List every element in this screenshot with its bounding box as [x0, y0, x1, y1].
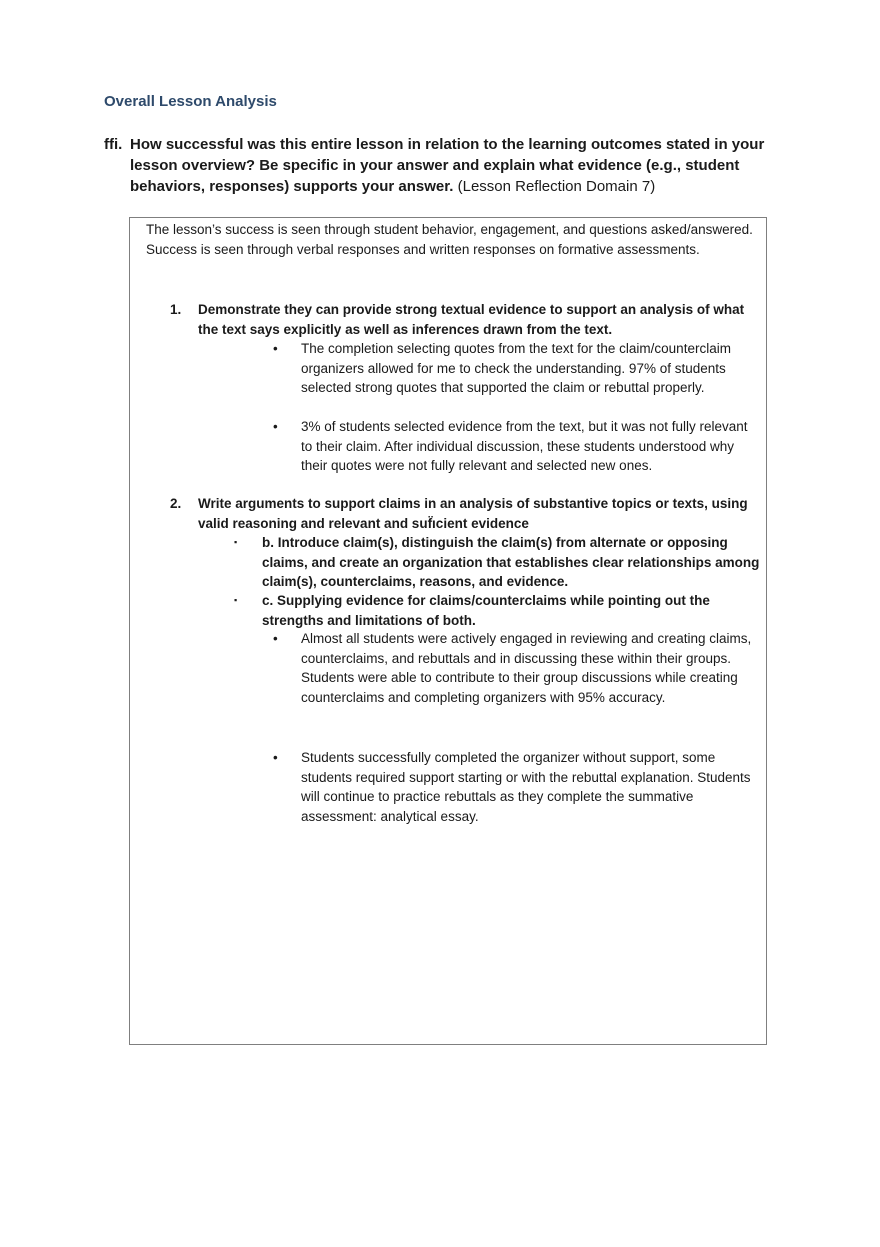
- subpoint-text: b. Introduce claim(s), distinguish the claim(s) from alternate or opposing claims, and create an organization that establishes clear relationships among claim(s), counterclaims, reasons, and evidence.: [262, 535, 760, 589]
- outcome-2-bullet-1: [273, 629, 765, 707]
- question-domain-note: (Lesson Reflection Domain 7): [453, 178, 656, 195]
- bullet-mark: •: [273, 750, 278, 765]
- question-bold-text: How successful was this entire lesson in relation to the learning outcomes stated in your lesson overview? Be specific in your answer and explain what evidence (e.g., student behaviors, responses) supports your answer.: [130, 136, 765, 195]
- outcome-1-number: 1.: [170, 302, 182, 317]
- bullet-text: Almost all students were actively engaged in reviewing and creating claims, counterclaims, and rebuttals and in discussing these within their groups. Students were able to contribute to their group discussions while creating counterclaims and completing organizers with 95% accuracy.: [301, 631, 752, 705]
- bullet-mark: •: [273, 631, 278, 646]
- outcome-1-text: Demonstrate they can provide strong textual evidence to support an analysis of what the text says explicitly as well as inferences drawn from the text.: [198, 302, 745, 337]
- bullet-text: 3% of students selected evidence from the text, but it was not fully relevant to their claim. After individual discussion, these students understood why their quotes were not fully relevant and selected new ones.: [301, 419, 748, 473]
- bullet-mark: •: [273, 419, 278, 434]
- outcome-1-bullet-1: [273, 339, 761, 398]
- outcome-2: [170, 494, 766, 533]
- bullet-text: The completion selecting quotes from the text for the claim/counterclaim organizers allowed for me to check the understanding. 97% of students selected strong quotes that supported the claim or rebuttal properly.: [301, 341, 731, 395]
- subpoint-text: c. Supplying evidence for claims/counterclaims while pointing out the strengths and limitations of both.: [262, 593, 710, 628]
- square-bullet-mark: ▪: [234, 537, 238, 547]
- outcome-2-bullet-2: [273, 748, 761, 826]
- square-bullet-mark: ▪: [234, 595, 238, 605]
- outcome-1: [170, 300, 766, 339]
- bullet-text: Students successfully completed the organizer without support, some students required support starting or with the rebuttal explanation. Students will continue to practice rebuttals as they complete the summative assessment: analytical essay.: [301, 750, 751, 824]
- question-text: [130, 134, 784, 197]
- outcome-2-subpoint-b: [234, 533, 768, 592]
- answer-box: [129, 217, 767, 1045]
- outcome-2-text: Write arguments to support claims in an analysis of substantive topics or texts, using valid reasoning and relevant and suf̈ıcient evidence: [198, 496, 748, 531]
- question-number: ffi.: [104, 136, 123, 153]
- bullet-mark: •: [273, 341, 278, 356]
- question-block: [104, 134, 784, 197]
- outcome-1-bullet-2: [273, 417, 761, 476]
- outcome-2-number: 2.: [170, 496, 182, 511]
- outcome-2-subpoint-c: [234, 591, 734, 630]
- answer-intro: The lesson’s success is seen through student behavior, engagement, and questions asked/answered. Success is seen through verbal responses and written responses on formative assessments.: [146, 222, 753, 257]
- section-heading: Overall Lesson Analysis: [104, 93, 277, 110]
